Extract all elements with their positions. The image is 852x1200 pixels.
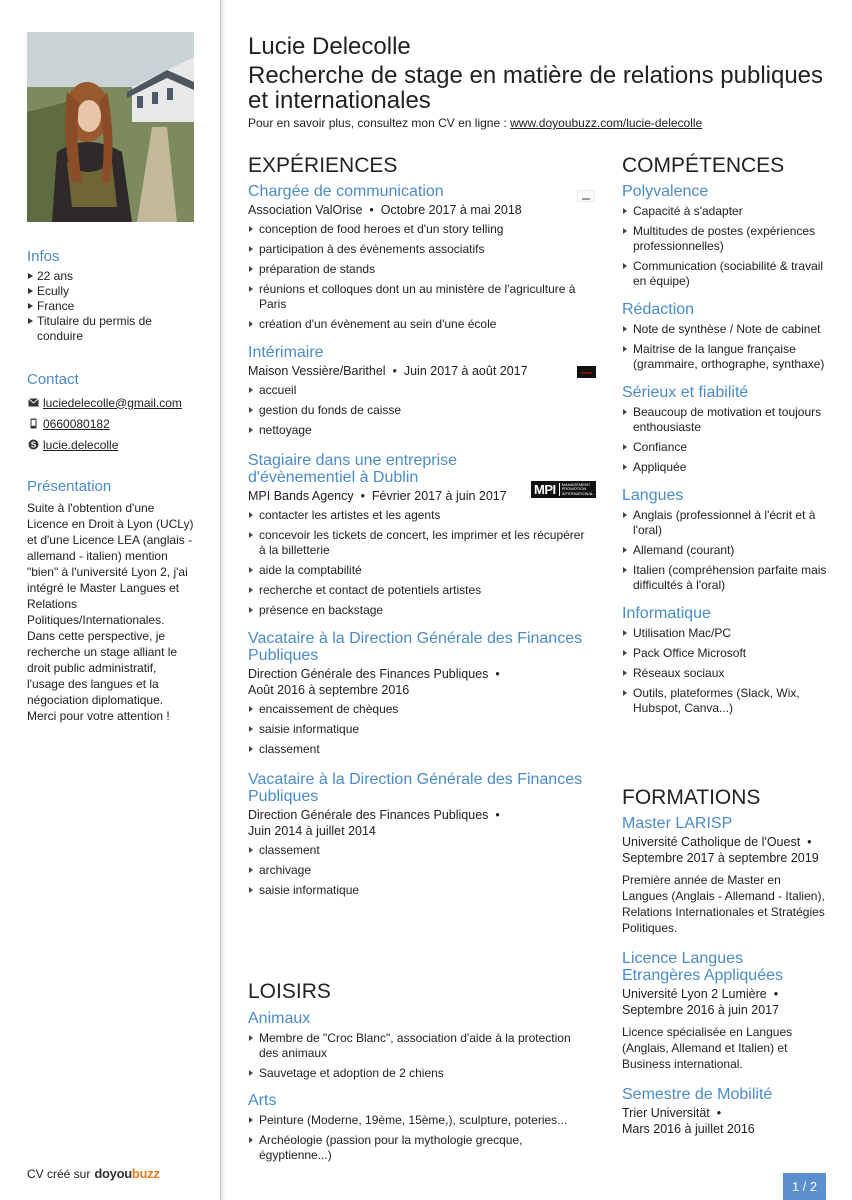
experience-item (248, 452, 593, 618)
skill-bullet: Note de synthèse / Note de cabinet (622, 322, 827, 337)
formation-meta: Université Catholique de l'Ouest • Septembre 2017 à septembre 2019 (622, 835, 819, 865)
experience-item (248, 630, 593, 757)
skill-bullet: Multitudes de postes (expériences professionnelles) (622, 224, 827, 254)
phone-link[interactable]: 0660080182 (43, 416, 110, 431)
vessiere-logo (577, 366, 596, 378)
profile-photo (27, 32, 194, 222)
experience-item (248, 771, 593, 898)
loisir-bullet: Archéologie (passion pour la mythologie grecque, égyptienne...) (248, 1133, 593, 1163)
skill-bullet: Maitrise de la langue française (grammaire, orthographe, synthaxe) (622, 342, 827, 372)
job-bullet: réunions et colloques dont un au ministère de l'agriculture à Paris (248, 282, 593, 312)
skype-icon (27, 439, 39, 451)
info-item: Titulaire du permis de conduire (27, 314, 197, 344)
loisir-group (248, 1092, 593, 1163)
valorise-logo (577, 190, 595, 202)
skill-bullet: Outils, plateformes (Slack, Wix, Hubspot, Canva...) (622, 686, 827, 716)
skill-bullet: Confiance (622, 440, 827, 455)
info-item: 22 ans (27, 269, 197, 284)
job-bullet: saisie informatique (248, 883, 593, 898)
infos-title: Infos (27, 248, 60, 265)
job-title: Intérimaire (248, 344, 324, 361)
contact-skype (27, 437, 197, 452)
loisir-bullet: Peinture (Moderne, 19ème, 15ème,), sculpture, poteries... (248, 1113, 593, 1128)
formation-item (622, 1086, 827, 1137)
job-bullet: recherche et contact de potentiels artistes (248, 583, 593, 598)
skill-bullet: Utilisation Mac/PC (622, 626, 827, 641)
job-meta: Maison Vessière/Barithel • Juin 2017 à août 2017 (248, 364, 528, 378)
experiences-section (248, 153, 593, 903)
email-link[interactable]: luciedelecolle@gmail.com (43, 395, 182, 410)
info-item: Ecully (27, 284, 197, 299)
loisirs-section (248, 979, 593, 1168)
presentation-section (27, 478, 195, 724)
competences-section (622, 153, 827, 721)
job-bullet: présence en backstage (248, 603, 593, 618)
job-meta: Direction Générale des Finances Publiques • Août 2016 à septembre 2016 (248, 667, 500, 697)
job-bullet: nettoyage (248, 423, 593, 438)
job-bullet: création d'un évènement au sein d'une école (248, 317, 593, 332)
online-cv-link[interactable]: www.doyoubuzz.com/lucie-delecolle (510, 116, 703, 130)
skill-group (622, 183, 827, 289)
skill-bullet: Réseaux sociaux (622, 666, 827, 681)
formation-title: Licence Langues Etrangères Appliquées (622, 950, 783, 984)
formation-item (622, 815, 827, 936)
skill-bullet: Allemand (courant) (622, 543, 827, 558)
job-bullet: classement (248, 843, 593, 858)
formation-title: Master LARISP (622, 815, 733, 832)
skill-group (622, 301, 827, 372)
job-bullet: saisie informatique (248, 722, 593, 737)
online-cv-line: Pour en savoir plus, consultez mon CV en ligne : www.doyoubuzz.com/lucie-delecolle (248, 116, 703, 130)
skill-group (622, 487, 827, 593)
job-bullet: concevoir les tickets de concert, les imprimer et les récupérer à la billetterie (248, 528, 593, 558)
contact-phone (27, 416, 197, 431)
experiences-title: EXPÉRIENCES (248, 154, 398, 177)
candidate-name: Lucie Delecolle (248, 33, 411, 60)
formation-desc: Licence spécialisée en Langues (Anglais, Allemand et Italien) et Business international. (622, 1025, 793, 1071)
skill-group-title: Informatique (622, 605, 711, 622)
formation-meta: Université Lyon 2 Lumière • Septembre 2016 à juin 2017 (622, 987, 780, 1017)
cv-header (248, 33, 828, 130)
job-bullet: aide la comptabilité (248, 563, 593, 578)
mpi-logo: MPI MANAGEMENT PROMOTION INTERNATIONAL (531, 481, 596, 498)
footer-text: CV créé sur (27, 1166, 91, 1181)
loisir-bullet: Sauvetage et adoption de 2 chiens (248, 1066, 593, 1081)
skill-group-title: Langues (622, 487, 684, 504)
skype-link[interactable]: lucie.delecolle (43, 437, 119, 452)
skill-bullet: Beaucoup de motivation et toujours enthousiaste (622, 405, 827, 435)
presentation-text: Suite à l'obtention d'une Licence en Droit à Lyon (UCLy) et d'une Licence LEA (anglais - allemand - italien) mention "bien" à l'université Lyon 2, j'ai intégré le Master Langues et Relations Politiques/Internationales. Dans cette perspective, je recherche un stage alliant le droit public administratif, l'usage des langues et la négociation diplomatique. Merci pour votre attention ! (27, 501, 194, 723)
job-title: Vacataire à la Direction Générale des Finances Publiques (248, 630, 583, 664)
mobile-phone-icon (27, 418, 39, 430)
loisir-group-title: Animaux (248, 1010, 311, 1027)
skill-bullet: Pack Office Microsoft (622, 646, 827, 661)
info-item: France (27, 299, 197, 314)
skill-group (622, 384, 827, 475)
skill-group-title: Rédaction (622, 301, 695, 318)
job-meta: Direction Générale des Finances Publiques • Juin 2014 à juillet 2014 (248, 808, 500, 838)
contact-section (27, 371, 197, 458)
job-title: Stagiaire dans une entreprise d'évènementiel à Dublin (248, 452, 458, 486)
skill-bullet: Communication (sociabilité & travail en équipe) (622, 259, 827, 289)
loisirs-title: LOISIRS (248, 980, 331, 1003)
svg-text:S: S (30, 440, 36, 450)
formations-section (622, 785, 827, 1137)
job-meta: Association ValOrise • Octobre 2017 à mai 2018 (248, 203, 522, 217)
sidebar-divider (221, 0, 226, 1200)
job-bullet: archivage (248, 863, 593, 878)
cv-footer (27, 1166, 160, 1181)
job-title: Vacataire à la Direction Générale des Finances Publiques (248, 771, 583, 805)
job-bullet: gestion du fonds de caisse (248, 403, 593, 418)
formation-item (622, 950, 827, 1072)
loisir-group (248, 1010, 593, 1081)
job-bullet: contacter les artistes et les agents (248, 508, 593, 523)
formation-desc: Première année de Master en Langues (Anglais - Allemand - Italien), Relations Internationales et Stratégies Politiques. (622, 873, 825, 935)
experience-item (248, 344, 593, 438)
skill-group (622, 605, 827, 716)
skill-group-title: Polyvalence (622, 183, 709, 200)
skill-group-title: Sérieux et fiabilité (622, 384, 749, 401)
envelope-icon (27, 397, 39, 409)
experience-item (248, 183, 593, 332)
job-bullet: accueil (248, 383, 593, 398)
job-meta: MPI Bands Agency • Février 2017 à juin 2017 (248, 489, 507, 503)
cv-headline: Recherche de stage en matière de relations publiques et internationales (248, 62, 824, 114)
presentation-title: Présentation (27, 478, 112, 495)
skill-bullet: Appliquée (622, 460, 827, 475)
job-bullet: participation à des évènements associatifs (248, 242, 593, 257)
loisir-bullet: Membre de "Croc Blanc", association d'aide à la protection des animaux (248, 1031, 593, 1061)
job-bullet: préparation de stands (248, 262, 593, 277)
job-bullet: conception de food heroes et d'un story telling (248, 222, 593, 237)
contact-title: Contact (27, 371, 79, 388)
skill-bullet: Anglais (professionnel à l'écrit et à l'oral) (622, 508, 827, 538)
doyoubuzz-logo[interactable]: doyoubuzz (94, 1166, 160, 1181)
job-bullet: classement (248, 742, 593, 757)
page-indicator[interactable]: 1 / 2 (783, 1173, 826, 1200)
loisir-group-title: Arts (248, 1092, 277, 1109)
skill-bullet: Capacité à s'adapter (622, 204, 827, 219)
formations-title: FORMATIONS (622, 786, 761, 809)
competences-title: COMPÉTENCES (622, 154, 785, 177)
formation-title: Semestre de Mobilité (622, 1086, 773, 1103)
formation-meta: Trier Universität • Mars 2016 à juillet 2016 (622, 1106, 755, 1136)
job-bullet: encaissement de chèques (248, 702, 593, 717)
infos-section (27, 248, 197, 344)
skill-bullet: Italien (compréhension parfaite mais difficultés à l'oral) (622, 563, 827, 593)
contact-email (27, 395, 197, 410)
job-title: Chargée de communication (248, 183, 444, 200)
